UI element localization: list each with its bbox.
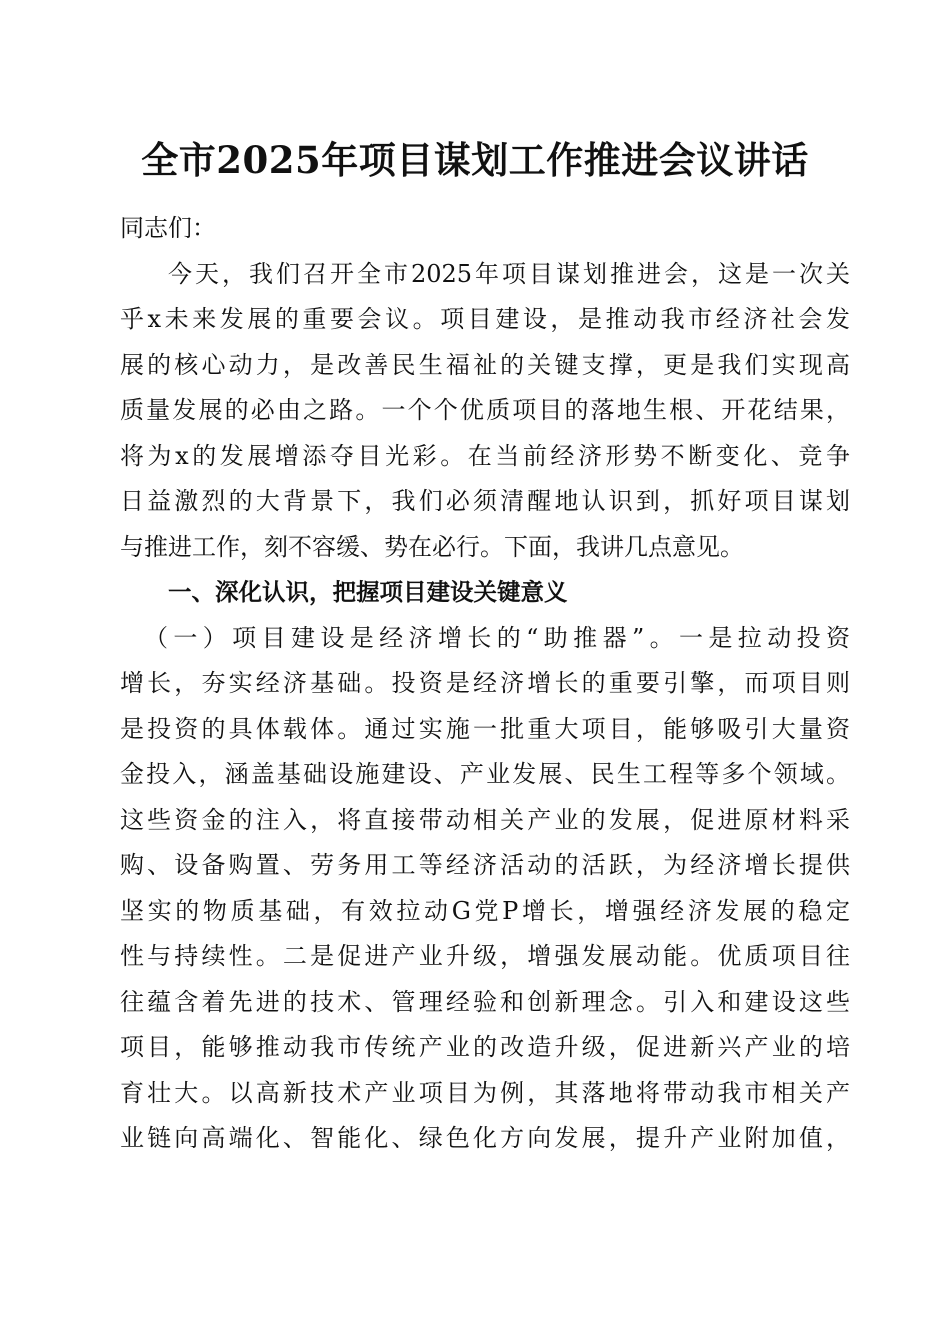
paragraph-line: 这些资金的注入，将直接带动相关产业的发展，促进原材料采: [120, 805, 850, 834]
paragraph-line: 是投资的具体载体。通过实施一批重大项目，能够吸引大量资: [120, 714, 850, 743]
paragraph-line: 坚实的物质基础，有效拉动G党P增长，增强经济发展的稳定: [120, 896, 850, 925]
salutation: 同志们：: [120, 214, 216, 242]
paragraph-line: 项目，能够推动我市传统产业的改造升级，促进新兴产业的培: [120, 1033, 850, 1061]
document-body: [120, 206, 850, 1162]
paragraph-line: 今天，我们召开全市2025年项目谋划推进会，这是一次关: [168, 259, 850, 288]
section-heading: 一、深化认识，把握项目建设关键意义: [168, 578, 568, 606]
paragraph-line: 与推进工作，刻不容缓、势在必行。下面，我讲几点意见。: [120, 532, 744, 561]
paragraph-intro: [120, 252, 850, 571]
paragraph-line: 展的核心动力，是改善民生福祉的关键支撑，更是我们实现高: [120, 350, 850, 379]
paragraph-section-1: [120, 616, 850, 1162]
paragraph-line: 育壮大。以高新技术产业项目为例，其落地将带动我市相关产: [120, 1078, 850, 1107]
paragraph-line: 金投入，涵盖基础设施建设、产业发展、民生工程等多个领域。: [120, 760, 850, 788]
paragraph-line: 日益激烈的大背景下，我们必须清醒地认识到，抓好项目谋划: [120, 487, 850, 515]
paragraph-line: 业链向高端化、智能化、绿色化方向发展，提升产业附加值，: [120, 1124, 850, 1152]
paragraph-line: 质量发展的必由之路。一个个优质项目的落地生根、开花结果，: [120, 396, 850, 424]
paragraph-line: 性与持续性。二是促进产业升级，增强发展动能。优质项目往: [120, 942, 850, 970]
paragraph-line: 往蕴含着先进的技术、管理经验和创新理念。引入和建设这些: [120, 987, 850, 1016]
paragraph-line: （一）项目建设是经济增长的“助推器”。一是拉动投资: [144, 623, 850, 652]
paragraph-line: 乎x未来发展的重要会议。项目建设，是推动我市经济社会发: [120, 305, 850, 333]
paragraph-line: 增长，夯实经济基础。投资是经济增长的重要引擎，而项目则: [120, 669, 850, 697]
paragraph-line: 购、设备购置、劳务用工等经济活动的活跃，为经济增长提供: [120, 851, 850, 879]
document-title: 全市2025年项目谋划工作推进会议讲话: [141, 138, 809, 182]
paragraph-line: 将为x的发展增添夺目光彩。在当前经济形势不断变化、竞争: [120, 441, 850, 470]
